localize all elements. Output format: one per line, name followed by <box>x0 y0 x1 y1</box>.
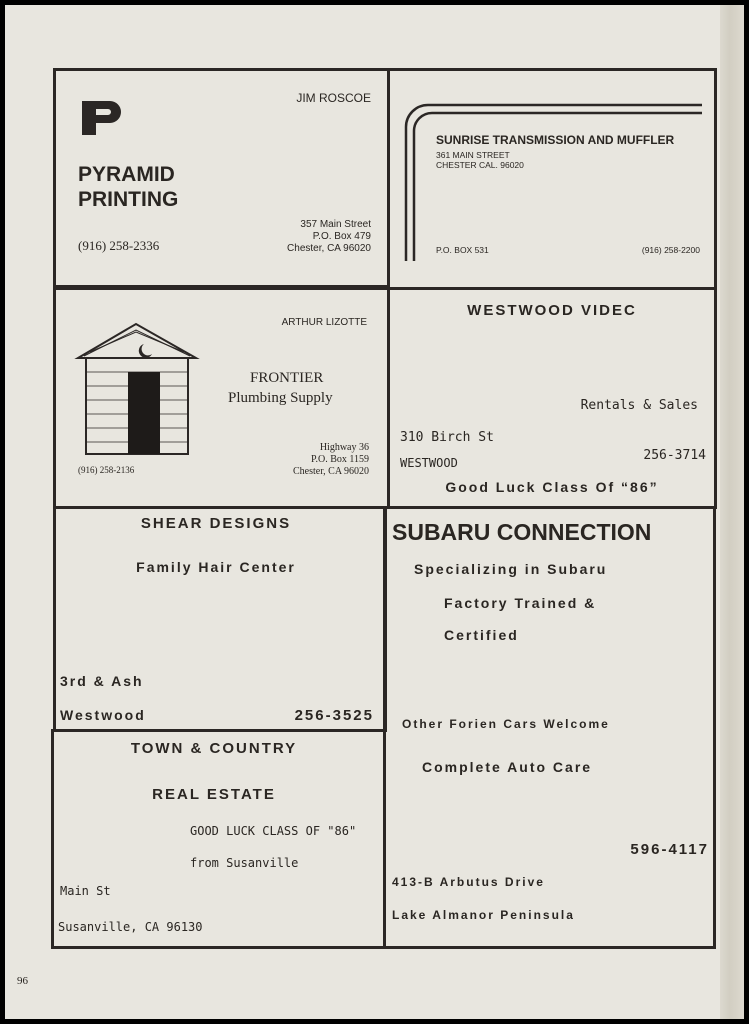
town-country-name-line1: TOWN & COUNTRY <box>130 740 298 757</box>
town-country-addr2: Susanville, CA 96130 <box>58 920 203 934</box>
sunrise-addr2: CHESTER CAL. 96020 <box>436 160 524 170</box>
pyramid-name-line2: PRINTING <box>78 188 179 211</box>
pyramid-phone: (916) 258-2336 <box>78 238 160 253</box>
sunrise-name: SUNRISE TRANSMISSION AND MUFFLER <box>436 133 675 147</box>
pyramid-contact: JIM ROSCOE <box>296 91 371 105</box>
sunrise-corner-lines <box>390 71 717 290</box>
town-country-addr1: Main St <box>60 884 111 898</box>
subaru-addr2: Lake Almanor Peninsula <box>392 908 575 922</box>
westwood-video-addr1: 310 Birch St <box>400 430 494 445</box>
shear-tagline: Family Hair Center <box>136 559 296 575</box>
frontier-addr1: Highway 36 <box>319 442 369 453</box>
ad-frontier-plumbing <box>53 287 390 509</box>
westwood-video-tagline: Rentals & Sales <box>580 398 698 413</box>
shear-addr1: 3rd & Ash <box>60 673 144 689</box>
ad-shear-designs <box>53 506 387 732</box>
subaru-line5: Complete Auto Care <box>422 759 593 775</box>
pyramid-addr1: 357 Main Street <box>300 219 371 230</box>
westwood-video-name: WESTWOOD VIDEC <box>467 302 637 319</box>
town-country-from: from Susanville <box>190 856 299 870</box>
subaru-line3: Certified <box>444 627 519 643</box>
pyramid-logo-icon <box>82 101 122 141</box>
frontier-addr2: P.O. Box 1159 <box>311 454 369 465</box>
shear-name: SHEAR DESIGNS <box>140 515 292 532</box>
town-country-name-line2: REAL ESTATE <box>152 786 276 803</box>
pyramid-addr2: P.O. Box 479 <box>312 231 371 242</box>
frontier-phone: (916) 258-2136 <box>78 465 135 475</box>
westwood-video-message: Good Luck Class Of “86” <box>445 479 659 495</box>
frontier-name-line1: FRONTIER <box>250 370 324 386</box>
town-country-message: GOOD LUCK CLASS OF "86" <box>190 824 357 838</box>
frontier-addr3: Chester, CA 96020 <box>293 466 369 477</box>
pyramid-name-line1: PYRAMID <box>78 163 175 186</box>
frontier-name-line2: Plumbing Supply <box>228 390 333 406</box>
sunrise-phone: (916) 258-2200 <box>641 245 700 255</box>
ad-sunrise-transmission <box>387 68 717 290</box>
ad-pyramid-printing <box>53 68 390 288</box>
shear-addr2: Westwood <box>60 707 146 723</box>
subaru-line4: Other Forien Cars Welcome <box>402 717 610 731</box>
page-number: 96 <box>17 975 28 987</box>
subaru-name: SUBARU CONNECTION <box>392 519 652 545</box>
subaru-line2: Factory Trained & <box>444 595 597 611</box>
subaru-addr1: 413-B Arbutus Drive <box>392 875 545 889</box>
ad-subaru-connection <box>383 506 716 949</box>
sunrise-addr1: 361 MAIN STREET <box>436 150 510 160</box>
shear-phone: 256-3525 <box>294 707 374 724</box>
ad-westwood-video <box>387 287 717 509</box>
westwood-video-addr2: WESTWOOD <box>400 456 458 470</box>
frontier-contact: ARTHUR LIZOTTE <box>281 317 367 328</box>
subaru-line1: Specializing in Subaru <box>414 561 608 577</box>
subaru-phone: 596-4117 <box>630 841 709 858</box>
page-spine <box>720 5 744 1019</box>
ad-town-country <box>51 729 386 949</box>
pyramid-address <box>287 219 371 255</box>
yearbook-page <box>5 5 744 1019</box>
pyramid-addr3: Chester, CA 96020 <box>287 243 371 254</box>
frontier-address <box>293 442 369 478</box>
sunrise-pobox: P.O. BOX 531 <box>436 245 489 255</box>
westwood-video-phone: 256-3714 <box>643 448 706 463</box>
outhouse-icon <box>74 320 200 460</box>
